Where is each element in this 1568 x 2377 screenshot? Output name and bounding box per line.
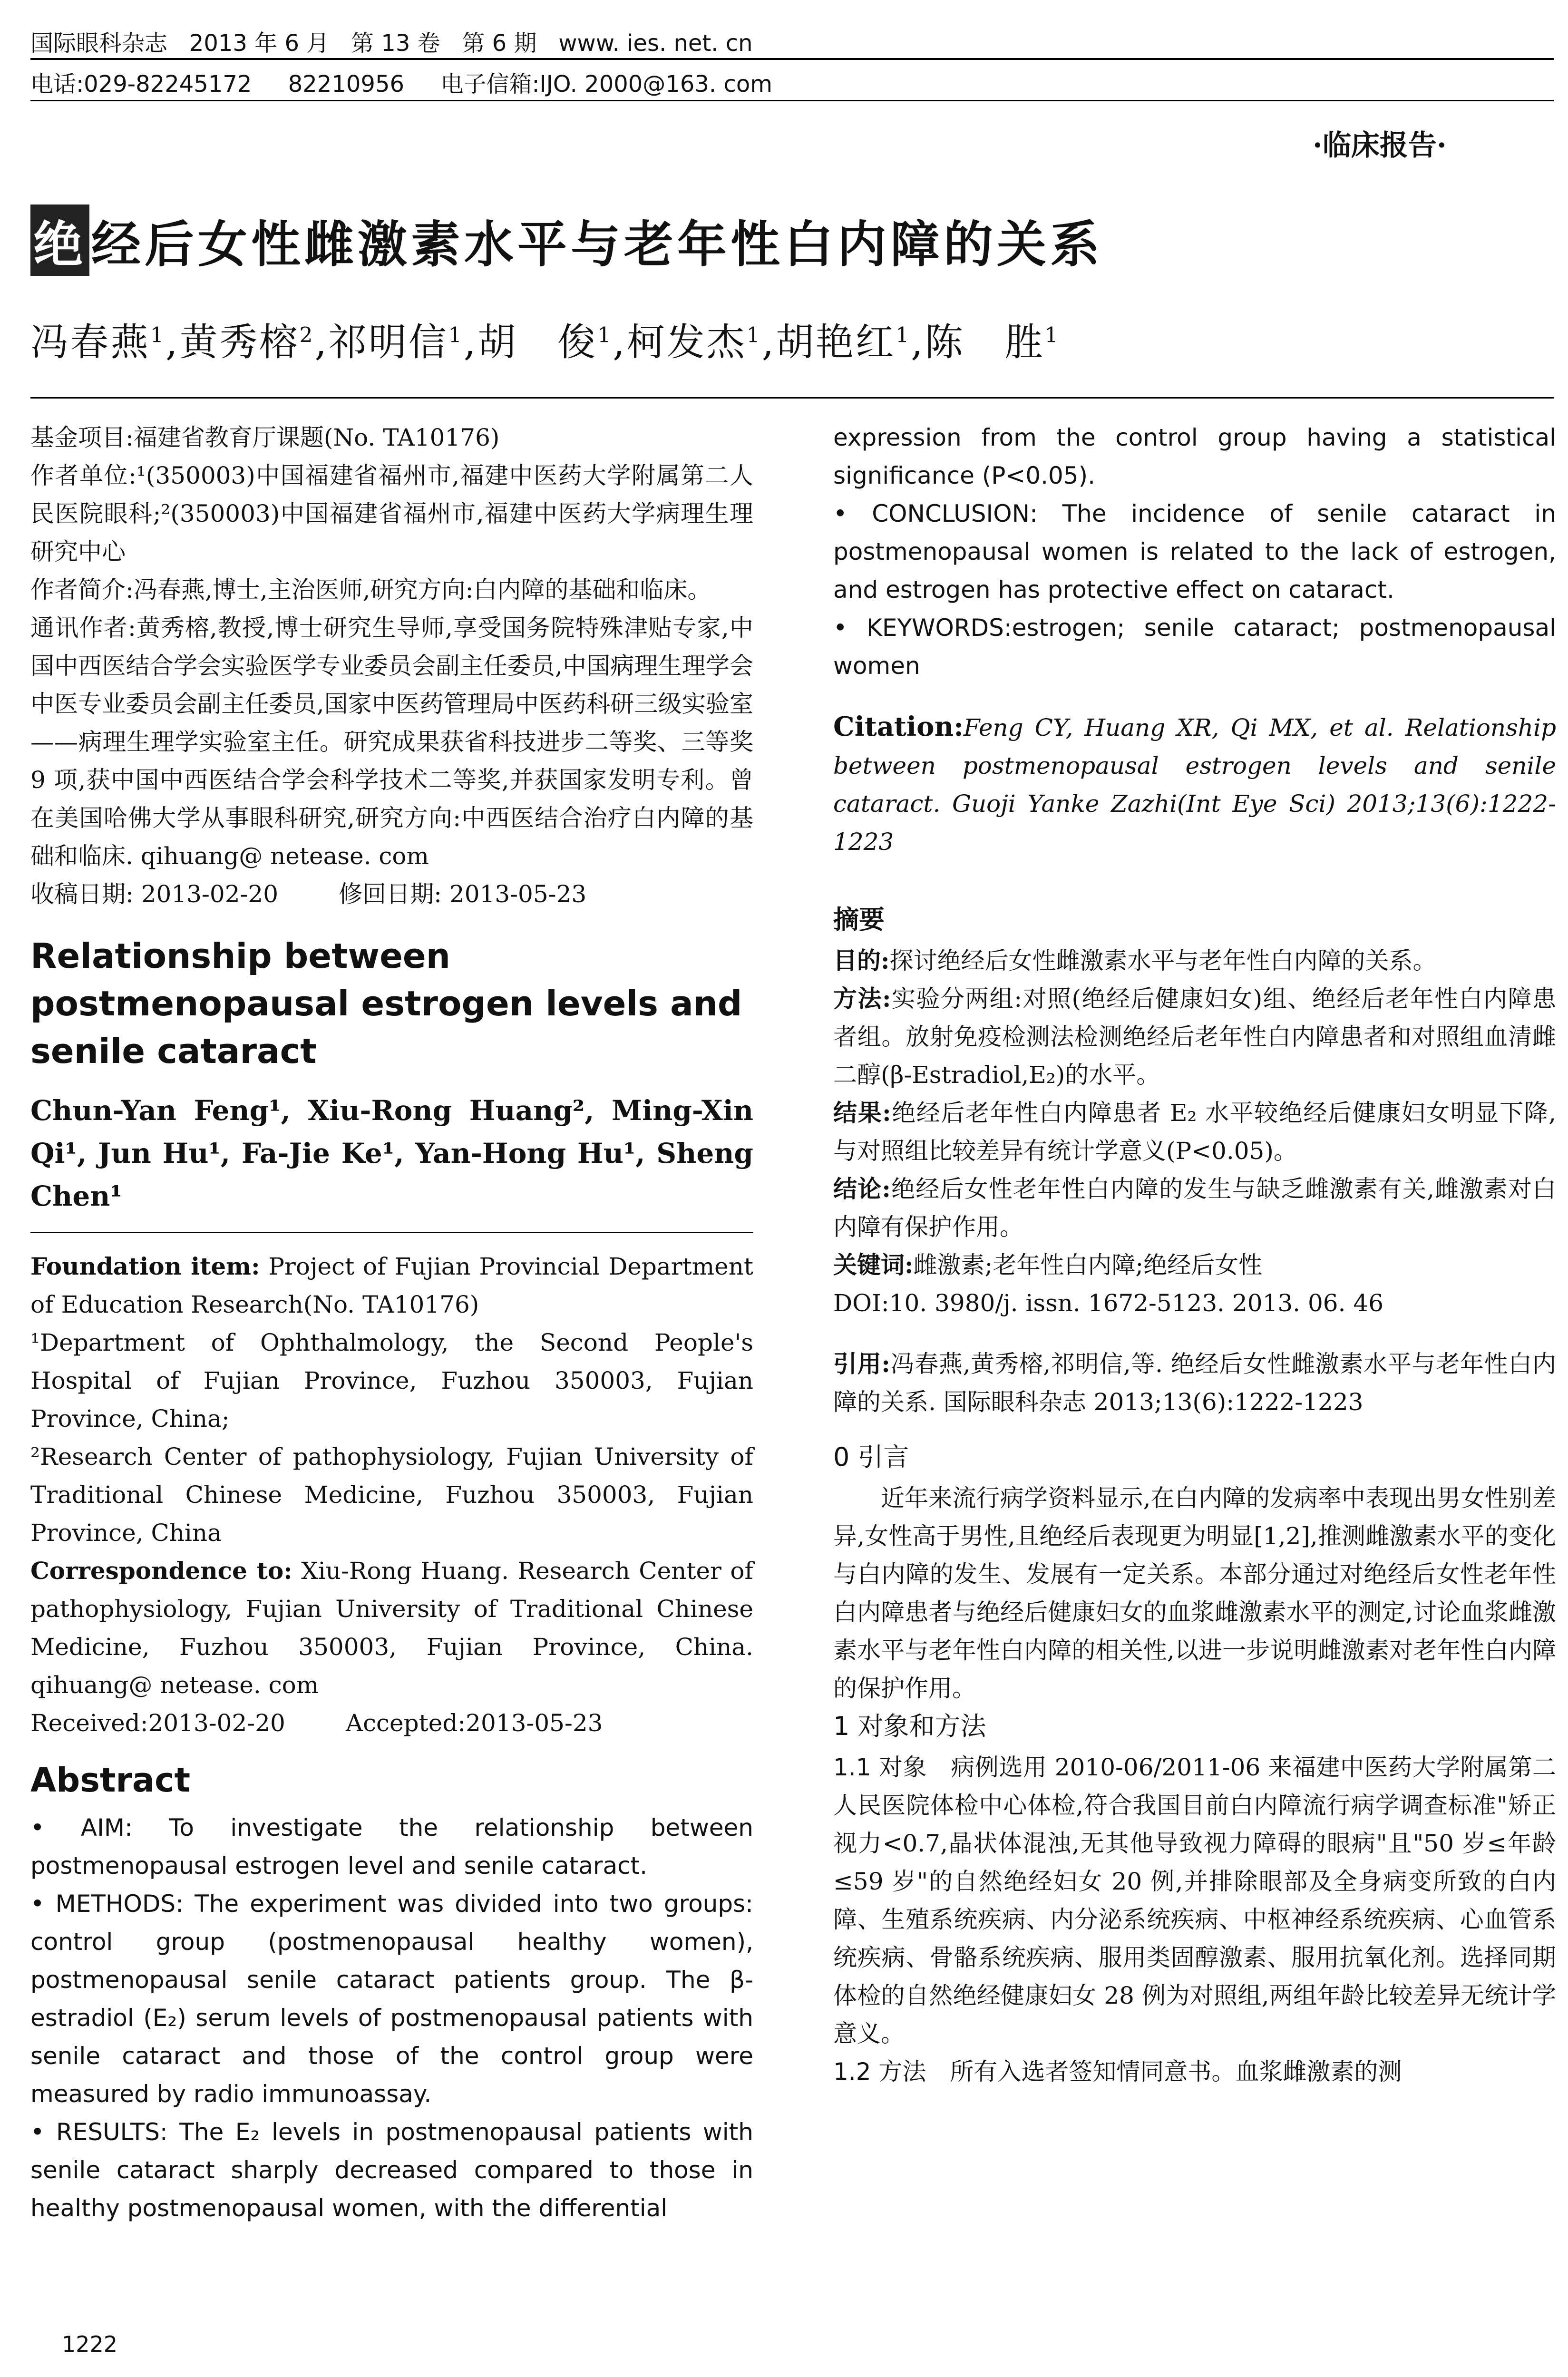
fund-label: 基金项目: bbox=[30, 424, 134, 451]
section-tag: ·临床报告· bbox=[1313, 129, 1447, 162]
fangfa-label: 方法: bbox=[833, 984, 891, 1013]
zy-keywords bbox=[833, 1246, 1556, 1284]
gjc-text: 雌激素;老年性白内障;绝经后女性 bbox=[913, 1251, 1263, 1279]
author-list-cn bbox=[30, 312, 1060, 366]
abstract-keywords bbox=[833, 609, 1556, 685]
intro-paragraph: 近年来流行病学资料显示,在白内障的发病率中表现出男女性别差异,女性高于男性,且绝经后表现更为明显[1,2],推测雌激素水平的变化与白内障的发生、发展有一定关系。本部分通过对绝经后女性老年性白内障患者与绝经后健康妇女的血浆雌激素水平的测定,讨论血浆雌激素水平与老年性白内障的相关性,以进一步说明雌激素对老年性白内障的保护作用。 bbox=[833, 1484, 1556, 1702]
affiliation-2: ²Research Center of pathophysiology, Fujian University of Traditional Chinese Medicine, Fuzhou 350003, Fujian Province, China bbox=[30, 1443, 753, 1547]
author-name: 陈 胜 bbox=[925, 320, 1045, 364]
corr-text: 黄秀榕,教授,博士研究生导师,享受国务院特殊津贴专家,中国中西医结合学会实验医学专业委员会副主任委员,中国病理生理学会中医专业委员会副主任委员,国家中医药管理局中医药科研三级实验室——病理生理学实验室主任。研究成果获省科技进步二等奖、三等奖 9 项,获中国中西医结合学会科学技术二等奖,并获国家发明专利。曾在美国哈佛大学从事眼科研究,研究方向:中西医结合治疗白内障的基础和临床. qihuang@ netease. com bbox=[30, 614, 753, 870]
author-separator: , bbox=[613, 320, 627, 364]
abstract-results bbox=[30, 2113, 753, 2227]
author-affiliation-mark: 1 bbox=[746, 323, 762, 348]
correspondence-label: Correspondence to: bbox=[30, 1557, 292, 1585]
author-affiliation-mark: 1 bbox=[448, 323, 464, 348]
header-rule-2 bbox=[30, 100, 1554, 101]
dates-cn: 收稿日期: 2013-02-20 修回日期: 2013-05-23 bbox=[30, 880, 587, 908]
zy-fangfa bbox=[833, 980, 1556, 1094]
conclusion-text: The incidence of senile cataract in postmenopausal women is related to the lack of estrogen, and estrogen has protective effect on cataract. bbox=[833, 500, 1556, 604]
jielun-text: 绝经后女性老年性白内障的发生与缺乏雌激素有关,雌激素对白内障有保护作用。 bbox=[833, 1175, 1556, 1241]
author-name: 黄秀榕 bbox=[179, 320, 300, 364]
conclusion-label: • CONCLUSION: bbox=[833, 500, 1038, 527]
fund-text: 福建省教育厅课题(No. TA10176) bbox=[133, 424, 500, 451]
zy-jieguo bbox=[833, 1094, 1556, 1170]
author-name: 柯发杰 bbox=[626, 320, 747, 364]
yinyong-label: 引用: bbox=[833, 1350, 890, 1378]
s12-text: 所有入选者签知情同意书。血浆雌激素的测 bbox=[950, 2058, 1402, 2085]
author-affiliation-mark: 2 bbox=[299, 323, 315, 348]
author-separator: , bbox=[911, 320, 925, 364]
author-affiliation-mark: 1 bbox=[896, 323, 911, 348]
unit-text: ¹(350003)中国福建省福州市,福建中医药大学附属第二人民医院眼科;²(350003)中国福建省福州市,福建中医药大学病理生理研究中心 bbox=[30, 462, 753, 565]
author-name: 胡艳红 bbox=[776, 320, 896, 364]
section-1-1 bbox=[833, 1748, 1556, 2053]
english-rule bbox=[30, 1232, 753, 1233]
zy-jielun bbox=[833, 1170, 1556, 1246]
mudi-label: 目的: bbox=[833, 946, 890, 974]
foundation-label: Foundation item: bbox=[30, 1252, 260, 1280]
author-affiliation-mark: 1 bbox=[1044, 323, 1060, 348]
fund-info bbox=[30, 419, 753, 457]
jieguo-label: 结果: bbox=[833, 1099, 891, 1127]
author-separator: , bbox=[761, 320, 776, 364]
left-column bbox=[30, 419, 753, 2227]
results-text: The E₂ levels in postmenopausal patients with senile cataract sharply decreased compared to those in healthy postmenopausal women, with the differential bbox=[30, 2118, 753, 2222]
zhaiyao-heading: 摘要 bbox=[833, 905, 885, 935]
bio-text: 冯春燕,博士,主治医师,研究方向:白内障的基础和临床。 bbox=[133, 576, 711, 604]
methods-label: • METHODS: bbox=[30, 1890, 184, 1918]
corr-label: 通讯作者: bbox=[30, 614, 136, 642]
title-text: 经后女性雌激素水平与老年性白内障的关系 bbox=[91, 215, 1104, 273]
jielun-label: 结论: bbox=[833, 1175, 891, 1203]
keywords-label: • KEYWORDS: bbox=[833, 614, 1012, 642]
author-name: 冯春燕 bbox=[30, 320, 150, 364]
journal-header-line2: 电话:029-82245172 82210956 电子信箱:IJO. 2000@163. com bbox=[30, 71, 772, 97]
unit-label: 作者单位: bbox=[30, 462, 136, 489]
s11-text: 病例选用 2010-06/2011-06 来福建中医药大学附属第二人民医院体检中心体检,符合我国目前白内障流行病学调查标准"矫正视力<0.7,晶状体混浊,无其他导致视力障碍的眼病"且"50 岁≤年龄≤59 岁"的自然绝经妇女 20 例,并排除眼部及全身病变所致的白内障、生殖系统疾病、内分泌系统疾病、中枢神经系统疾病、心血管系统疾病、骨骼系统疾病、服用类固醇激素、服用抗氧化剂。选择同期体检的自然绝经健康妇女 28 例为对照组,两组年龄比较差异无统计学意义。 bbox=[833, 1754, 1556, 2047]
aim-text: To investigate the relationship between postmenopausal estrogen level and senile cataract. bbox=[30, 1814, 753, 1880]
author-separator: , bbox=[463, 320, 478, 364]
abstract-heading: Abstract bbox=[30, 1761, 191, 1800]
s12-label: 1.2 方法 bbox=[833, 2058, 926, 2085]
yinyong bbox=[833, 1345, 1556, 1421]
abstract-aim bbox=[30, 1809, 753, 1885]
bio-label: 作者简介: bbox=[30, 576, 134, 604]
yinyong-text: 冯春燕,黄秀榕,祁明信,等. 绝经后女性雌激素水平与老年性白内障的关系. 国际眼科杂志 2013;13(6):1222-1223 bbox=[833, 1350, 1556, 1416]
english-title: Relationship between postmenopausal estrogen levels and senile cataract bbox=[30, 936, 742, 1071]
received-dates: Received:2013-02-20 Accepted:2013-05-23 bbox=[30, 1709, 603, 1737]
article-title bbox=[30, 205, 1103, 276]
author-name: 胡 俊 bbox=[477, 320, 598, 364]
gjc-label: 关键词: bbox=[833, 1251, 914, 1279]
s11-label: 1.1 对象 bbox=[833, 1754, 927, 1781]
section-1-heading: 1 对象和方法 bbox=[833, 1711, 986, 1741]
jieguo-text: 绝经后老年性白内障患者 E₂ 水平较绝经后健康妇女明显下降,与对照组比较差异有统计学意义(P<0.05)。 bbox=[833, 1099, 1556, 1165]
citation bbox=[833, 708, 1556, 861]
section-1-2 bbox=[833, 2053, 1556, 2091]
author-separator: , bbox=[314, 320, 329, 364]
english-authors: Chun-Yan Feng¹, Xiu-Rong Huang², Ming-Xin Qi¹, Jun Hu¹, Fa-Jie Ke¹, Yan-Hong Hu¹, Sheng Chen¹ bbox=[30, 1094, 753, 1212]
corresponding-author bbox=[30, 609, 753, 875]
methods-text: The experiment was divided into two groups: control group (postmenopausal healthy women), postmenopausal senile cataract patients group. The β-estradiol (E₂) serum levels of postmenopausal patients with senile cataract and those of the control group were measured by radio immunoassay. bbox=[30, 1890, 753, 2108]
section-0-heading: 0 引言 bbox=[833, 1442, 909, 1472]
foundation-text: Project of Fujian Provincial Department of Education Research(No. TA10176) bbox=[30, 1253, 754, 1318]
foundation-item bbox=[30, 1247, 753, 1324]
header-rule bbox=[30, 58, 1554, 60]
author-affiliation-mark: 1 bbox=[150, 323, 166, 348]
correspondence-text: Xiu-Rong Huang. Research Center of pathophysiology, Fujian University of Traditional Chinese Medicine, Fuzhou 350003, Fujian Province, China. qihuang@ netease. com bbox=[30, 1557, 754, 1699]
author-separator: , bbox=[166, 320, 180, 364]
zy-mudi bbox=[833, 942, 1556, 980]
title-drop-cap: 绝 bbox=[30, 205, 89, 276]
doi: DOI:10. 3980/j. issn. 1672-5123. 2013. 06. 46 bbox=[833, 1289, 1384, 1317]
author-affiliation-mark: 1 bbox=[597, 323, 613, 348]
author-bio bbox=[30, 571, 753, 609]
right-column bbox=[833, 419, 1556, 2091]
abstract-methods bbox=[30, 1885, 753, 2113]
author-unit bbox=[30, 457, 753, 571]
aim-label: • AIM: bbox=[30, 1814, 133, 1841]
citation-text: Feng CY, Huang XR, Qi MX, et al. Relationship between postmenopausal estrogen levels and senile cataract. Guoji Yanke Zazhi(Int Eye Sci) 2013;13(6):1222-1223 bbox=[833, 714, 1556, 856]
page-number: 1222 bbox=[62, 2331, 118, 2357]
abstract-results-cont: expression from the control group having a statistical significance (P<0.05). bbox=[833, 424, 1556, 489]
title-rule bbox=[30, 397, 1554, 399]
mudi-text: 探讨绝经后女性雌激素水平与老年性白内障的关系。 bbox=[889, 947, 1437, 974]
journal-header-line1: 国际眼科杂志 2013 年 6 月 第 13 卷 第 6 期 www. ies. net. cn bbox=[30, 30, 753, 57]
citation-label: Citation: bbox=[833, 711, 964, 742]
results-label: • RESULTS: bbox=[30, 2118, 168, 2146]
affiliation-1: ¹Department of Ophthalmology, the Second People's Hospital of Fujian Province, Fuzhou 350003, Fujian Province, China; bbox=[30, 1329, 753, 1432]
keywords-text: estrogen; senile cataract; postmenopausal women bbox=[833, 614, 1556, 680]
abstract-conclusion bbox=[833, 495, 1556, 609]
correspondence bbox=[30, 1552, 753, 1704]
author-name: 祁明信 bbox=[328, 320, 448, 364]
fangfa-text: 实验分两组:对照(绝经后健康妇女)组、绝经后老年性白内障患者组。放射免疫检测法检测绝经后老年性白内障患者和对照组血清雌二醇(β-Estradiol,E₂)的水平。 bbox=[833, 985, 1556, 1089]
